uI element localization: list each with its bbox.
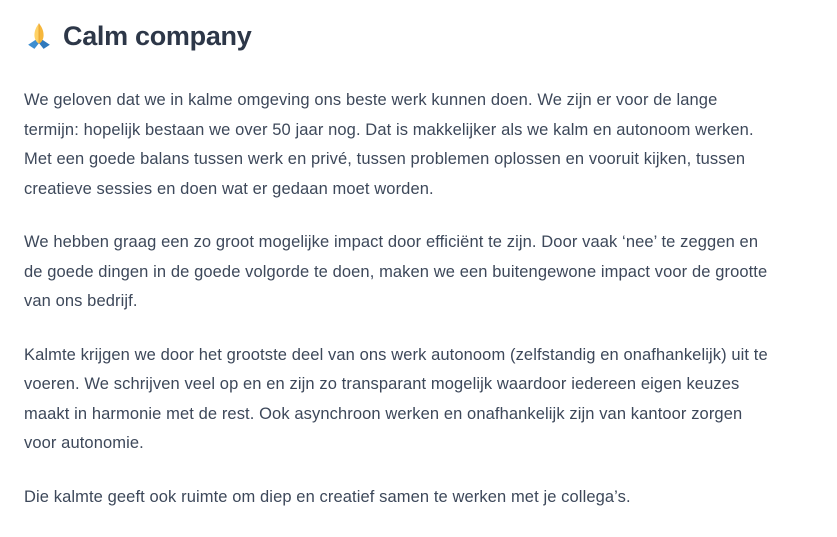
folded-hands-icon [24,21,54,51]
page-title-text: Calm company [63,21,252,51]
paragraph-autonomy: Kalmte krijgen we door het grootste deel van ons werk autonoom (zelfstandig en onafhankelijk) uit te voeren. We schrijven veel op en en zijn zo transparant mogelijk waardoor iedereen eigen keuzes maakt in harmonie met de rest. Ook asynchroon werken en onafhankelijk zijn van kantoor zorgen voor autonomie. [24,345,768,452]
document-content [24,19,772,512]
paragraph-deep-creative-work: Die kalmte geeft ook ruimte om diep en creatief samen te werken met je collega’s. [24,487,631,506]
paragraph-calm-environment: We geloven dat we in kalme omgeving ons beste werk kunnen doen. We zijn er voor de lange termijn: hopelijk bestaan we over 50 jaar nog. Dat is makkelijker als we kalm en autonoom werken. Met een goede balans tussen werk en privé, tussen problemen oplossen en vooruit kijken, tussen creatieve sessies en doen wat er gedaan moet worden. [24,91,754,198]
page-title [24,19,772,53]
paragraph-impact-efficiency: We hebben graag een zo groot mogelijke impact door efficiënt te zijn. Door vaak ‘nee’ te zeggen en de goede dingen in de goede volgorde te doen, maken we een buitengewone impact voor de grootte van ons bedrijf. [24,233,768,310]
